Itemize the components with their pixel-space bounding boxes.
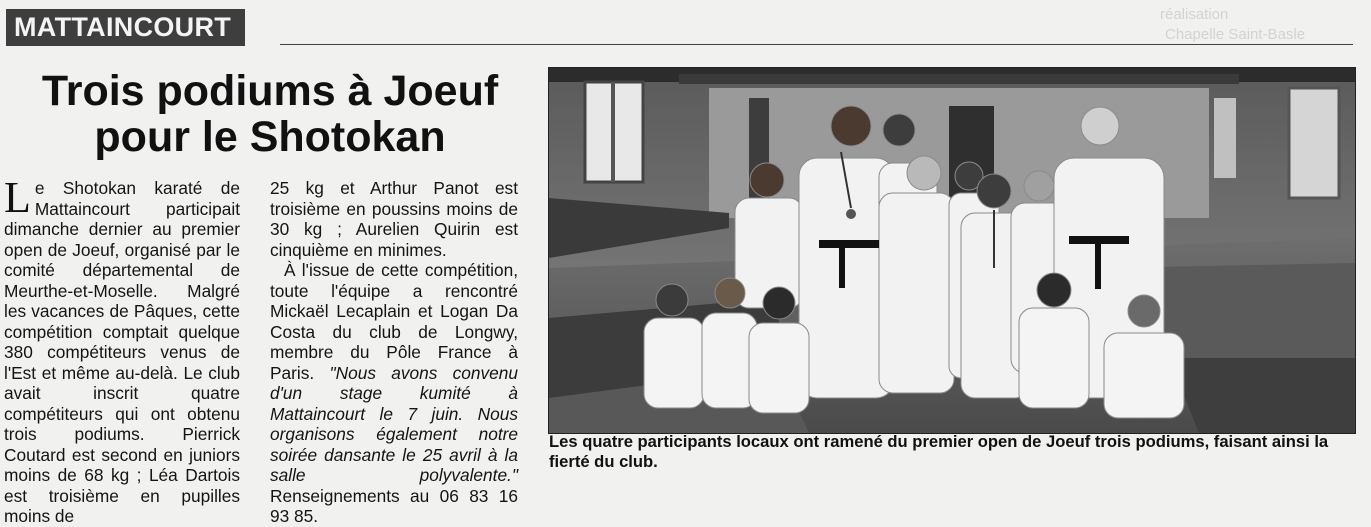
quote-text: "Nous avons convenu d'un stage kumité à Mattaincourt le 7 juin. Nous organisons également notre soirée dansante le 25 avril à la salle polyvalente." bbox=[270, 362, 519, 485]
column-2-paragraph-1: 25 kg et Arthur Panot est troisième en poussins moins de 30 kg ; Aurelien Quirin est cinquième en minimes. bbox=[270, 178, 518, 260]
article-photo bbox=[548, 67, 1356, 434]
section-divider bbox=[280, 44, 1353, 45]
headline-line-2: pour le Shotokan bbox=[94, 113, 446, 161]
bleed-through-text: réalisation bbox=[1160, 6, 1229, 23]
article-column-1 bbox=[4, 173, 240, 527]
bleed-through-text: Chapelle Saint-Basle bbox=[1165, 26, 1306, 43]
article-headline bbox=[0, 68, 540, 160]
paragraph-2-text: À l'issue de cette compétition, toute l'équipe a rencontré Mickaël Lecaplain et Logan Da Costa du club de Longwy, membre du Pôle France à Paris. bbox=[270, 260, 518, 383]
column-2-paragraph-2 bbox=[270, 260, 518, 527]
photo-caption: Les quatre participants locaux ont ramené du premier open de Joeuf trois podiums, faisant ainsi la fierté du club. bbox=[549, 432, 1329, 471]
section-tag: MATTAINCOURT bbox=[6, 9, 245, 46]
column-1-text: e Shotokan karaté de Mattaincourt participait dimanche dernier au premier open de Joeuf, organisé par le comité départemental de Meurthe-et-Moselle. Malgré les vacances de Pâques, cette compétition comptait quelque 380 compétiteurs venus de l'Est et même au-delà. Le club avait inscrit quatre compétiteurs qui ont obtenu trois podiums. Pierrick Coutard est second en juniors moins de 68 kg ; Léa Dartois est troisième en pupilles moins de bbox=[4, 178, 240, 526]
drop-cap: L bbox=[4, 173, 31, 222]
contact-text: Renseignements au 06 83 16 93 85. bbox=[270, 485, 518, 526]
article-column-2 bbox=[270, 178, 518, 527]
headline-line-1: Trois podiums à Joeuf bbox=[41, 67, 499, 115]
